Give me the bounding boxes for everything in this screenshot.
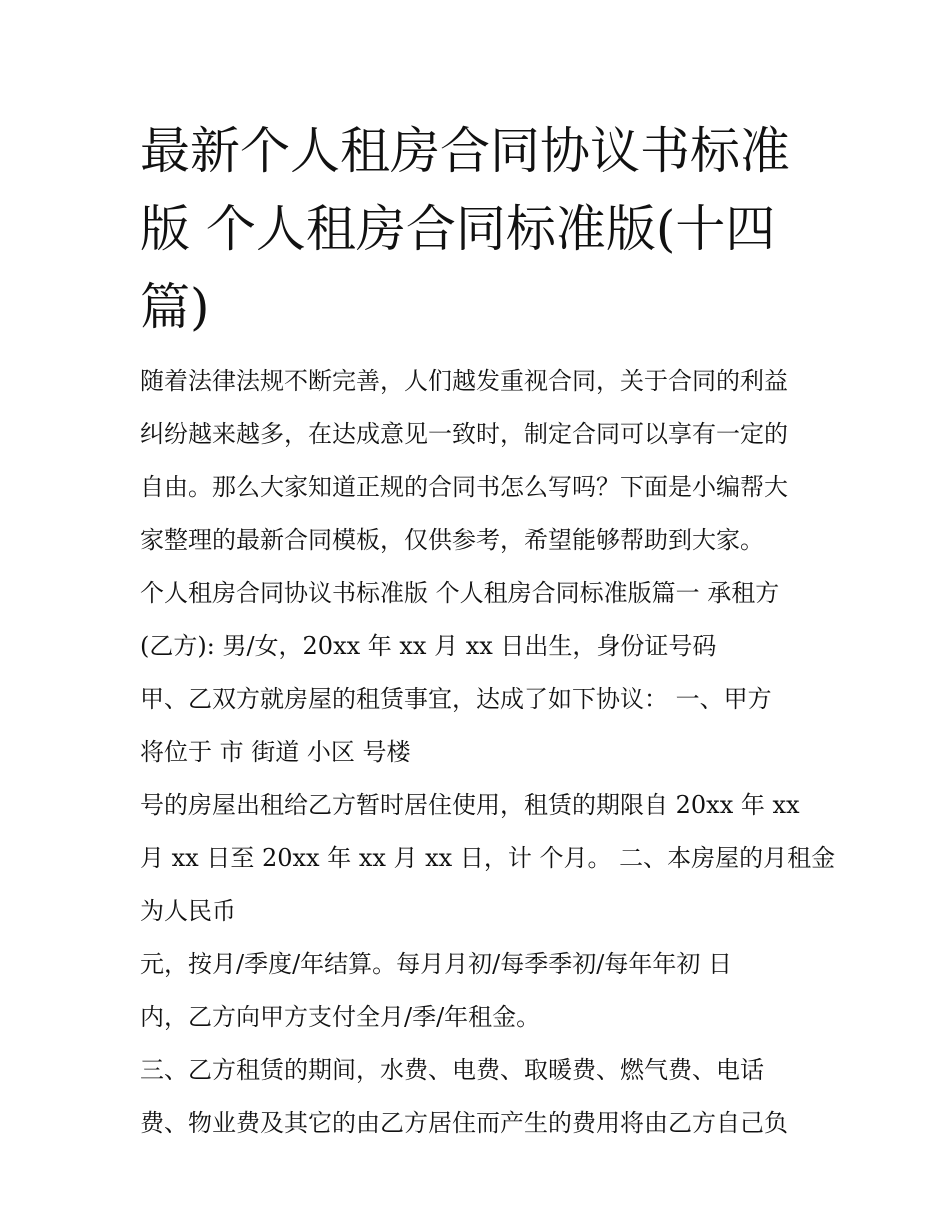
body-line: (乙方): 男/女，20xx 年 xx 月 xx 日出生，身份证号码 [140, 632, 717, 660]
title-line: 版 个人租房合同标准版(十四 [140, 200, 776, 258]
body-line: 元，按月/季度/年结算。每月月初/每季季初/每年年初 日 [140, 950, 732, 978]
body-line: 内，乙方向甲方支付全月/季/年租金。 [140, 1003, 541, 1031]
body-line: 费、物业费及其它的由乙方居住而产生的费用将由乙方自己负 [140, 1109, 788, 1137]
body-line: 为人民币 [140, 897, 236, 925]
title-line: 篇) [140, 278, 210, 336]
body-line: 将位于 市 街道 小区 号楼 [140, 738, 411, 766]
body-line: 随着法律法规不断完善，人们越发重视合同，关于合同的利益 [140, 367, 788, 395]
document-body [140, 355, 836, 1150]
body-line: 家整理的最新合同模板，仅供参考，希望能够帮助到大家。 [140, 526, 764, 554]
body-line: 三、乙方租赁的期间，水费、电费、取暖费、燃气费、电话 [140, 1056, 764, 1084]
body-line: 个人租房合同协议书标准版 个人租房合同标准版篇一 承租方 [140, 579, 780, 607]
document-title [140, 112, 820, 346]
title-line: 最新个人租房合同协议书标准 [140, 122, 790, 180]
body-line: 甲、乙双方就房屋的租赁事宜，达成了如下协议： 一、甲方 [140, 685, 772, 713]
body-line: 号的房屋出租给乙方暂时居住使用，租赁的期限自 20xx 年 xx [140, 791, 800, 819]
body-line: 月 xx 日至 20xx 年 xx 月 xx 日，计 个月。 二、本房屋的月租金 [140, 844, 836, 872]
body-line: 自由。那么大家知道正规的合同书怎么写吗？下面是小编帮大 [140, 473, 788, 501]
body-line: 纠纷越来越多，在达成意见一致时，制定合同可以享有一定的 [140, 420, 788, 448]
